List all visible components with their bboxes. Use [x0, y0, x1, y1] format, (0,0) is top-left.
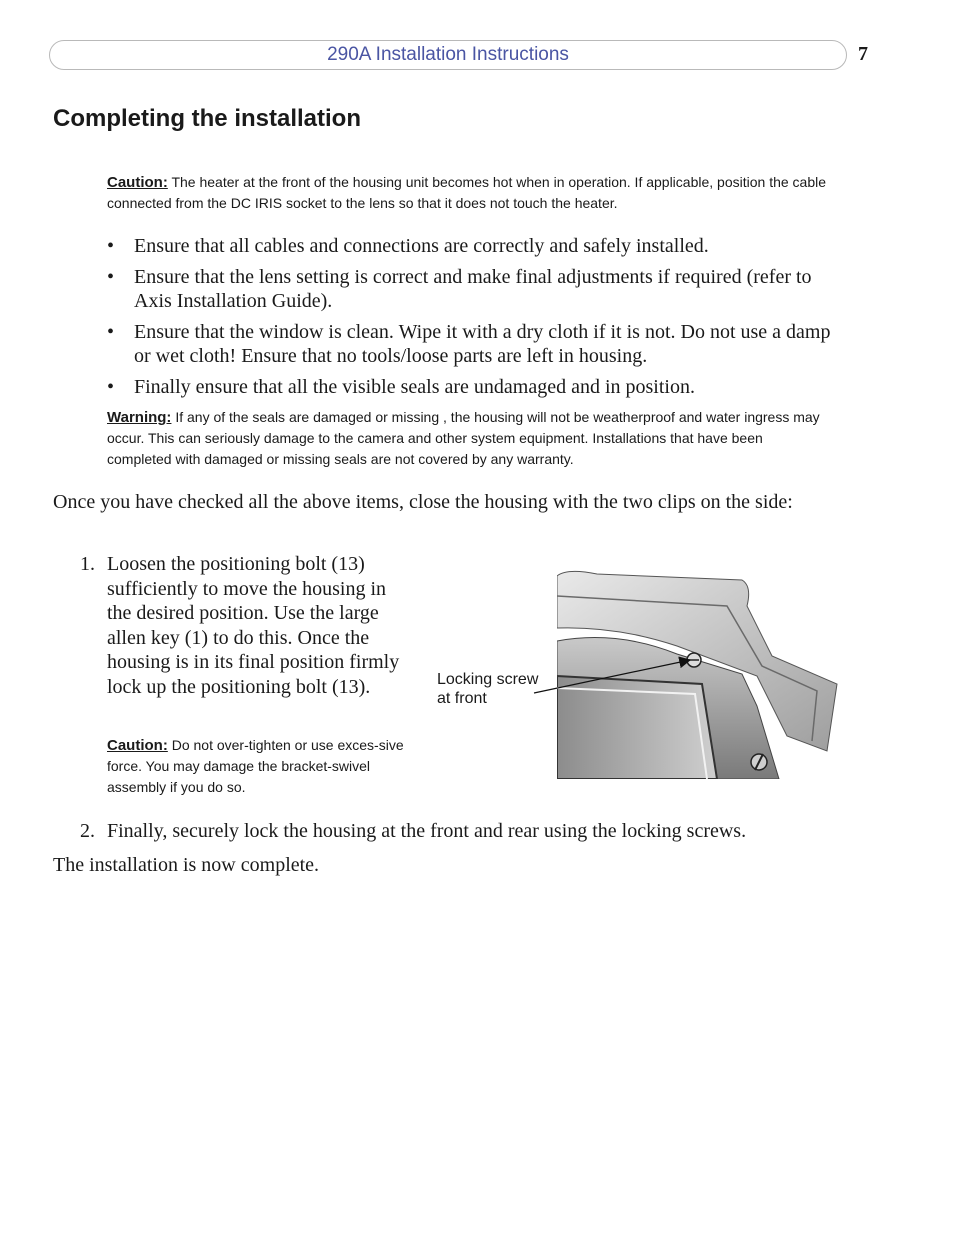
warning-label: Warning:: [107, 409, 172, 426]
caution-note-overtighten: [107, 735, 407, 798]
callout-line-2: at front: [437, 690, 487, 707]
installation-checklist: [107, 234, 847, 405]
callout-line-1: Locking screw: [437, 671, 539, 688]
step-2: [80, 819, 867, 844]
page-number: 7: [858, 43, 868, 65]
list-item: • Ensure that the lens setting is correct and make final adjustments if required (refer to Axis Installation Guide).: [107, 265, 812, 312]
figure-callout: [437, 670, 538, 708]
document-title: 290A Installation Instructions: [327, 44, 569, 65]
bullet-icon: •: [107, 265, 115, 288]
step-1: [80, 552, 407, 699]
running-header: [49, 40, 847, 70]
caution-label: Caution:: [107, 737, 168, 754]
bullet-icon: •: [107, 320, 115, 343]
section-title: Completing the installation: [53, 105, 362, 132]
bullet-icon: •: [107, 235, 115, 257]
step-number: 2.: [80, 820, 95, 842]
list-item: • Ensure that all cables and connections are correctly and safely installed.: [107, 235, 709, 257]
bullet-icon: •: [107, 375, 115, 398]
caution-label: Caution:: [107, 174, 168, 191]
caution-text: The heater at the front of the housing unit becomes hot when in operation. If applicable, position the cable connected from the DC IRIS socket to the lens so that it does not touch the heater.: [107, 174, 827, 211]
closing-paragraph: The installation is now complete.: [53, 854, 320, 876]
caution-note-heater: [107, 172, 827, 214]
caution-text: Do not over-tighten or use exces-sive force. You may damage the bracket-swivel assembly if you do so.: [107, 737, 404, 795]
list-item: • Finally ensure that all the visible seals are undamaged and in position.: [107, 375, 695, 398]
step-text: Finally, securely lock the housing at the front and rear using the locking screws.: [107, 820, 747, 842]
intro-paragraph: Once you have checked all the above items, close the housing with the two clips on the side:: [53, 491, 793, 513]
step-number: 1.: [80, 553, 95, 575]
warning-text: If any of the seals are damaged or missing , the housing will not be weatherproof and water ingress may occur. This can seriously damage to the camera and other system equipment. Installations that have been completed with damaged or missing seals are not covered by any warranty.: [107, 409, 820, 467]
warning-note: [107, 407, 827, 470]
list-item: • Ensure that the window is clean. Wipe it with a dry cloth if it is not. Do not use a damp or wet cloth! Ensure that no tools/loose parts are left in housing.: [107, 320, 831, 367]
step-text: Loosen the positioning bolt (13) sufficiently to move the housing in the desired position. Use the large allen key (1) to do this. Once the housing is in its final position firmly lock up the positioning bolt (13).: [107, 553, 400, 698]
